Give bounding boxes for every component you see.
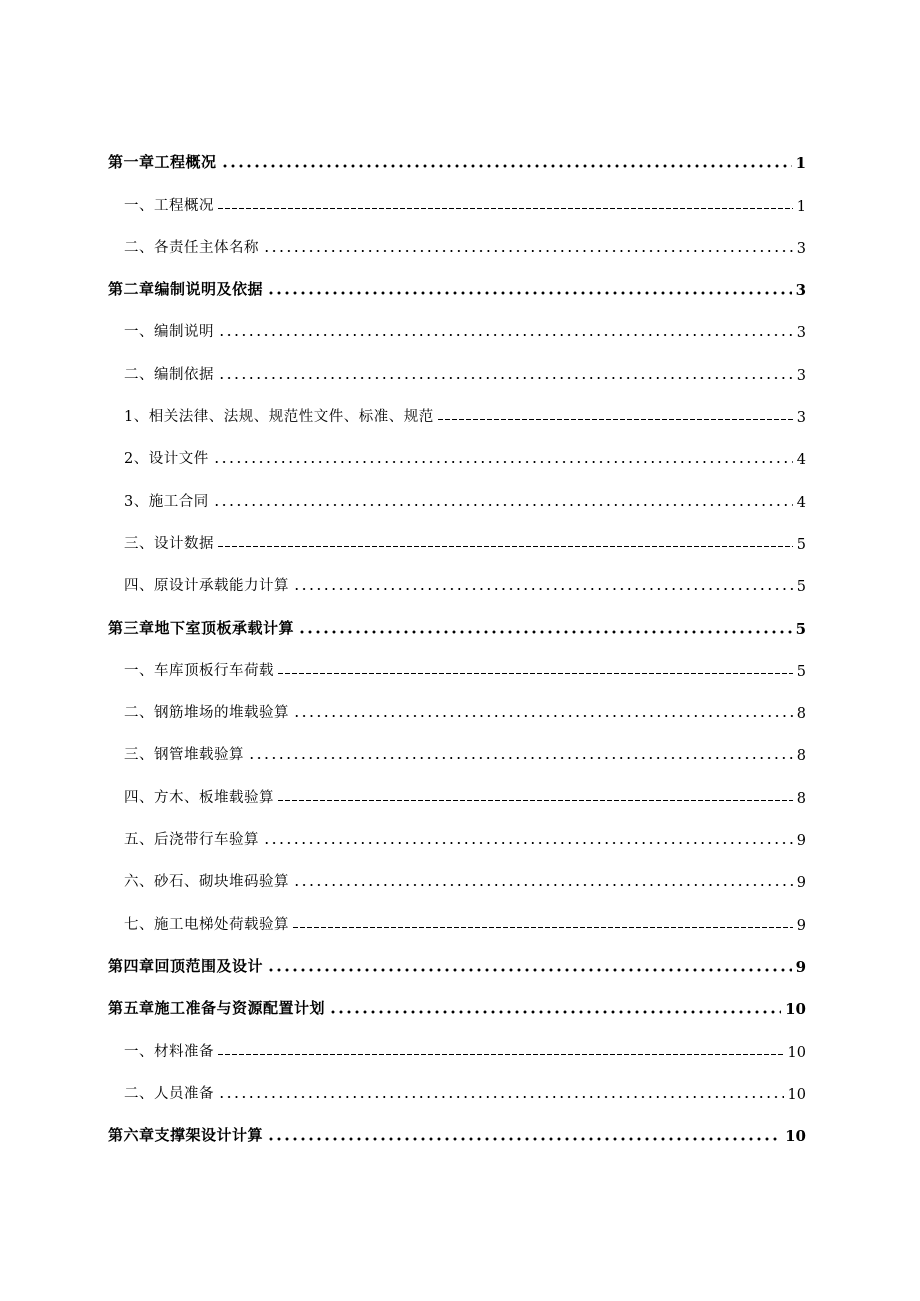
toc-chapter-entry[interactable] — [108, 267, 806, 309]
toc-leader — [218, 546, 793, 547]
toc-section-entry[interactable] — [108, 182, 806, 224]
toc-leader — [218, 333, 793, 337]
toc-section-entry[interactable] — [108, 309, 806, 351]
toc-chapter-entry[interactable] — [108, 140, 806, 182]
toc-entry-title: 七、施工电梯处荷载验算 — [124, 916, 289, 933]
toc-page-number: 10 — [787, 1086, 806, 1103]
toc-page-number: 8 — [796, 706, 806, 723]
toc-leader — [218, 208, 793, 209]
toc-page-number: 5 — [796, 579, 806, 596]
toc-leader — [293, 927, 793, 928]
toc-leader — [213, 460, 793, 464]
toc-entry-title: 第四章回顶范围及设计 — [108, 956, 264, 975]
toc-entry-title: 六、砂石、砌块堆码验算 — [124, 874, 289, 891]
table-of-contents — [108, 140, 806, 1155]
toc-entry-title: 第六章支撑架设计计算 — [108, 1126, 264, 1145]
toc-entry-title: 一、编制说明 — [124, 324, 214, 341]
toc-entry-title: 1、相关法律、法规、规范性文件、标准、规范 — [124, 409, 434, 426]
toc-entry-title: 五、后浇带行车验算 — [124, 832, 259, 849]
toc-leader — [293, 714, 793, 718]
toc-page-number: 9 — [796, 833, 806, 850]
toc-section-entry[interactable] — [108, 1028, 806, 1070]
toc-leader — [263, 841, 793, 845]
toc-leader — [263, 249, 793, 253]
toc-page-number: 1 — [795, 154, 806, 173]
toc-entry-title: 3、施工合同 — [124, 493, 209, 510]
toc-leader — [213, 503, 793, 507]
toc-leader — [267, 291, 792, 295]
toc-page-number: 3 — [795, 281, 806, 300]
toc-page-number: 9 — [796, 917, 806, 934]
toc-entry-title: 二、人员准备 — [124, 1085, 214, 1102]
toc-leader — [267, 968, 792, 972]
toc-page-number: 4 — [796, 452, 806, 469]
toc-section-entry[interactable] — [108, 351, 806, 393]
toc-chapter-entry[interactable] — [108, 944, 806, 986]
toc-page-number: 3 — [796, 325, 806, 342]
toc-page-number: 9 — [796, 875, 806, 892]
toc-chapter-entry[interactable] — [108, 605, 806, 647]
toc-leader — [278, 673, 793, 674]
toc-page-number: 3 — [796, 367, 806, 384]
toc-section-entry[interactable] — [108, 901, 806, 943]
toc-page-number: 10 — [787, 1044, 806, 1061]
toc-entry-title: 第一章工程概况 — [108, 153, 217, 172]
toc-page-number: 8 — [796, 790, 806, 807]
toc-entry-title: 第二章编制说明及依据 — [108, 280, 264, 299]
toc-section-entry[interactable] — [108, 817, 806, 859]
toc-entry-title: 二、各责任主体名称 — [124, 239, 259, 256]
toc-page-number: 5 — [796, 536, 806, 553]
toc-section-entry[interactable] — [108, 225, 806, 267]
toc-page-number: 10 — [785, 1127, 806, 1146]
toc-section-entry[interactable] — [108, 774, 806, 816]
toc-entry-title: 四、方木、板堆载验算 — [124, 789, 274, 806]
toc-section-entry[interactable] — [108, 1071, 806, 1113]
toc-page-number: 4 — [796, 494, 806, 511]
toc-chapter-entry[interactable] — [108, 986, 806, 1028]
toc-entry-title: 一、车库顶板行车荷载 — [124, 662, 274, 679]
toc-entry-title: 第五章施工准备与资源配置计划 — [108, 999, 326, 1018]
toc-page-number: 9 — [795, 957, 806, 976]
toc-section-entry[interactable] — [108, 732, 806, 774]
toc-leader — [221, 164, 792, 168]
toc-leader — [267, 1137, 781, 1141]
toc-entry-title: 三、设计数据 — [124, 535, 214, 552]
toc-section-entry[interactable] — [108, 436, 806, 478]
toc-leader — [293, 587, 793, 591]
toc-page-number: 1 — [796, 198, 806, 215]
toc-leader — [218, 376, 793, 380]
toc-page-number: 5 — [796, 663, 806, 680]
toc-section-entry[interactable] — [108, 394, 806, 436]
toc-page-number: 3 — [796, 240, 806, 257]
toc-chapter-entry[interactable] — [108, 1113, 806, 1155]
toc-entry-title: 三、钢管堆载验算 — [124, 747, 244, 764]
toc-section-entry[interactable] — [108, 521, 806, 563]
toc-leader — [438, 419, 793, 420]
toc-entry-title: 四、原设计承载能力计算 — [124, 578, 289, 595]
toc-section-entry[interactable] — [108, 648, 806, 690]
toc-entry-title: 2、设计文件 — [124, 451, 209, 468]
toc-leader — [218, 1054, 784, 1055]
toc-leader — [293, 883, 793, 887]
toc-leader — [248, 756, 793, 760]
toc-entry-title: 一、材料准备 — [124, 1043, 214, 1060]
toc-leader — [329, 1010, 781, 1014]
toc-leader — [298, 630, 792, 634]
toc-section-entry[interactable] — [108, 690, 806, 732]
toc-leader — [278, 800, 793, 801]
toc-leader — [218, 1095, 784, 1099]
toc-entry-title: 二、编制依据 — [124, 366, 214, 383]
toc-section-entry[interactable] — [108, 859, 806, 901]
toc-entry-title: 一、工程概况 — [124, 197, 214, 214]
toc-page-number: 8 — [796, 748, 806, 765]
toc-entry-title: 第三章地下室顶板承载计算 — [108, 618, 295, 637]
toc-entry-title: 二、钢筋堆场的堆载验算 — [124, 705, 289, 722]
toc-section-entry[interactable] — [108, 478, 806, 520]
toc-page-number: 10 — [785, 1000, 806, 1019]
toc-section-entry[interactable] — [108, 563, 806, 605]
toc-page-number: 5 — [795, 619, 806, 638]
toc-page-number: 3 — [796, 410, 806, 427]
